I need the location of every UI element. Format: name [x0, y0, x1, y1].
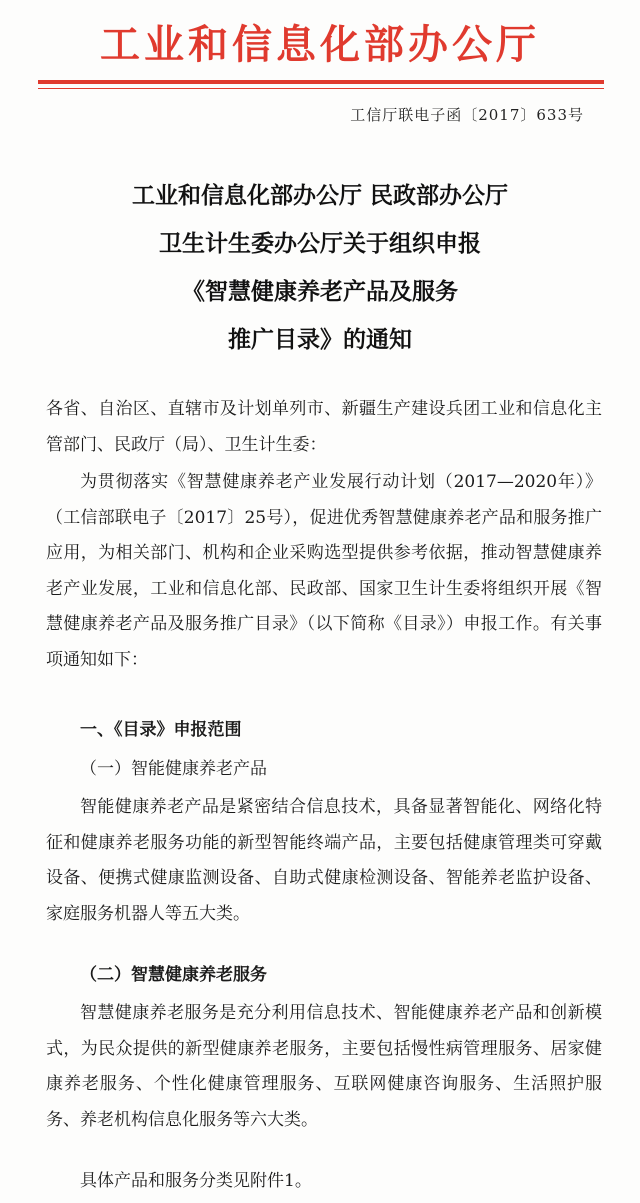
- addressee-paragraph: 各省、自治区、直辖市及计划单列市、新疆生产建设兵团工业和信息化主管部门、民政厅（局）、卫生计生委：: [46, 399, 602, 455]
- title-line-1: 工业和信息化部办公厅 民政部办公厅: [131, 183, 508, 209]
- masthead-title: 工业和信息化部办公厅: [100, 22, 540, 68]
- document-number: 工信厅联电子函〔2017〕633号: [350, 106, 584, 124]
- title-line-3: 《智慧健康养老产品及服务: [182, 279, 458, 305]
- document-title: [0, 172, 640, 364]
- subsection-1-heading: （一）智能健康养老产品: [80, 759, 267, 779]
- title-line-4: 推广目录》的通知: [228, 327, 412, 353]
- masthead-red-rule: [38, 80, 604, 84]
- title-line-2: 卫生计生委办公厅关于组织申报: [159, 231, 481, 257]
- intro-paragraph: 为贯彻落实《智慧健康养老产业发展行动计划（2017—2020年）》（工信部联电子〔2017〕25号），促进优秀智慧健康养老产品和服务推广应用，为相关部门、机构和企业采购选型提供参考依据，推动智慧健康养老产业发展，工业和信息化部、民政部、国家卫生计生委将组织开展《智慧健康养老产品及服务推广目录》（以下简称《目录》）申报工作。有关事项通知如下：: [46, 472, 602, 670]
- masthead-red-rule-thin: [38, 88, 604, 89]
- products-paragraph: 智能健康养老产品是紧密结合信息技术，具备显著智能化、网络化特征和健康养老服务功能的新型智能终端产品，主要包括健康管理类可穿戴设备、便携式健康监测设备、自助式健康检测设备、智能养老监护设备、家庭服务机器人等五大类。: [46, 797, 602, 924]
- subsection-2-heading: （二）智慧健康养老服务: [80, 965, 267, 985]
- services-paragraph: 智慧健康养老服务是充分利用信息技术、智能健康养老产品和创新模式，为民众提供的新型健康养老服务，主要包括慢性病管理服务、居家健康养老服务、个性化健康管理服务、互联网健康咨询服务、生活照护服务、养老机构信息化服务等六大类。: [46, 1003, 602, 1130]
- attachment-note: 具体产品和服务分类见附件1。: [80, 1171, 312, 1191]
- section-1-heading: 一、《目录》申报范围: [80, 720, 242, 740]
